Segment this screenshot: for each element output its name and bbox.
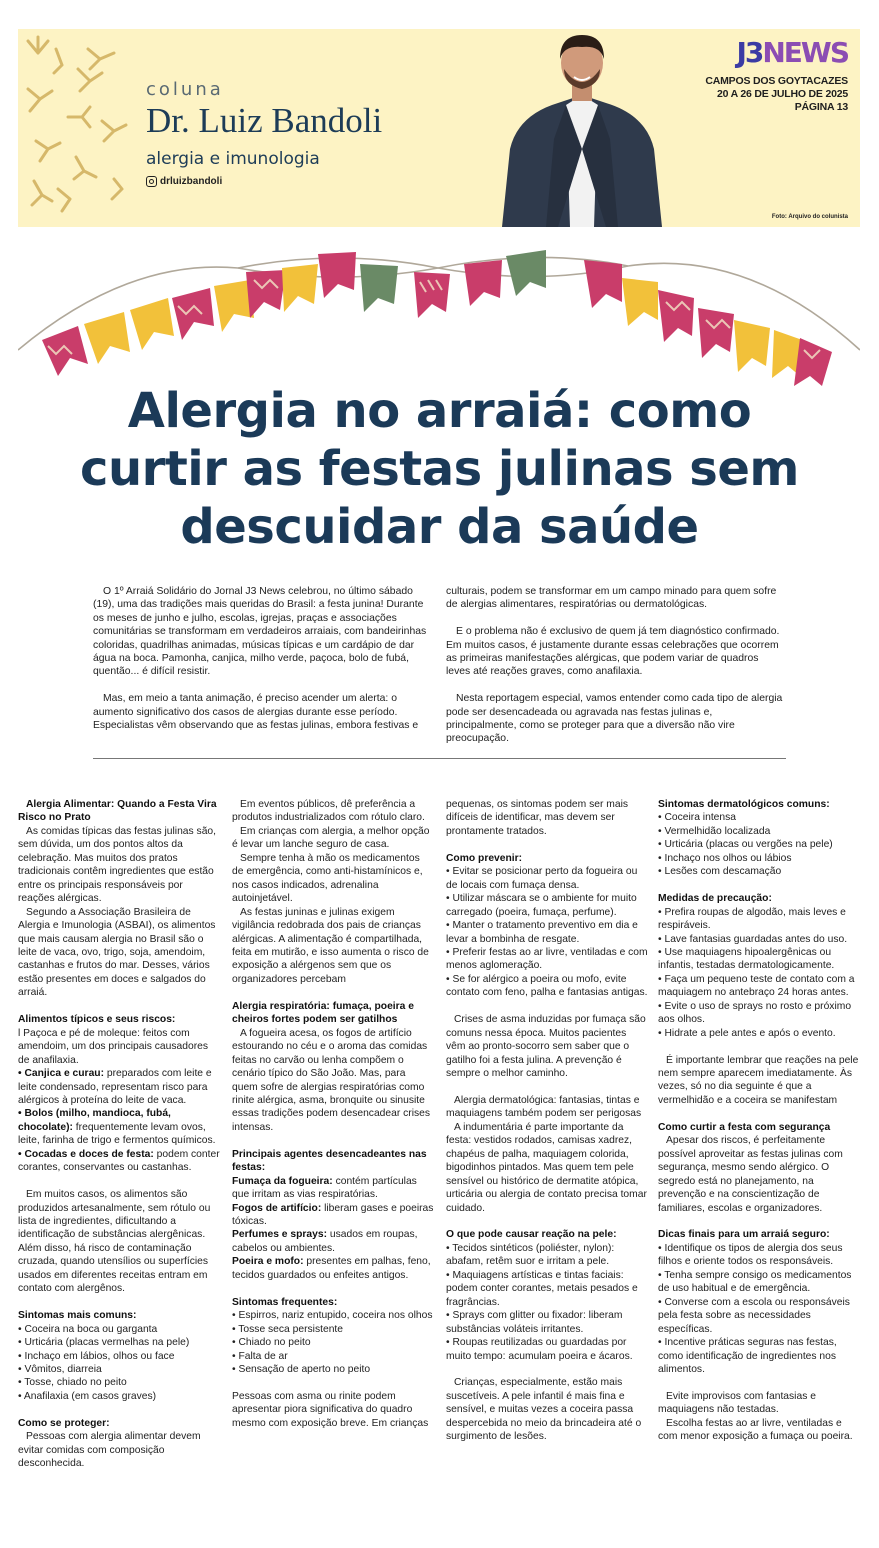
list-item: • Sprays com glitter ou fixador: liberam substâncias voláteis irritantes. xyxy=(446,1310,623,1335)
list-item: • Converse com a escola ou responsáveis pela festa sobre as necessidades específicas. xyxy=(658,1296,850,1335)
list-item: • Coceira intensa xyxy=(658,812,737,824)
intro-paragraph: O 1º Arraiá Solidário do Jornal J3 News celebrou, no último sábado (19), uma das tradições mais queridas do Brasil: a festa junina! Durante os meses de junho e julho, escolas, igrejas, praças e associações comunitárias se transformam em verdadeiros arraiais, com bandeirinhas coloridas, quadrilhas animadas, músicas típicas e um cardápio de dar água na boca. Pamonha, canjica, milho verde, paçoca, bolo de fubá, quentão... é difícil resistir. xyxy=(93,586,427,678)
list-item: • Vômitos, diarreia xyxy=(18,1363,102,1375)
paragraph: Pessoas com alergia alimentar devem evitar comidas com composição desconhecida. xyxy=(18,1431,201,1470)
section-heading: Alergia respiratória: fumaça, poeira e cheiros fortes podem ser gatilhos xyxy=(232,1000,414,1026)
section-heading: Como prevenir: xyxy=(446,852,523,864)
column-header xyxy=(18,29,860,227)
section-heading: Medidas de precaução: xyxy=(658,893,772,905)
section-heading: Alergia Alimentar: Quando a Festa Vira Risco no Prato xyxy=(18,799,217,824)
list-item: • Se for alérgico a poeira ou mofo, evite contato com feno, palha e fantasias antigas. xyxy=(446,973,648,999)
list-item: • Manter o tratamento preventivo em dia e levar a bombinha de resgate. xyxy=(446,920,638,945)
list-item: • Coceira na boca ou garganta xyxy=(18,1323,158,1335)
list-item: • Bolos (milho, mandioca, fubá, chocolate): frequentemente levam ovos, leite, farinha de trigo e fermentos químicos. xyxy=(18,1108,216,1147)
list-item: • Cocadas e doces de festa: podem conter corantes, conservantes ou castanhas. xyxy=(18,1148,220,1174)
list-item: • Urticária (placas ou vergões na pele) xyxy=(658,839,833,851)
section-heading: Como se proteger: xyxy=(18,1417,110,1429)
list-item: • Use maquiagens hipoalergênicas ou infantis, testadas dermatologicamente. xyxy=(658,946,835,972)
section-heading: Sintomas dermatológicos comuns: xyxy=(658,799,830,810)
list-item: • Maquiagens artísticas e tintas faciais: podem conter corantes, metais pesados e fragrâncias. xyxy=(446,1269,638,1308)
list-item: • Inchaço em lábios, olhos ou face xyxy=(18,1350,175,1362)
list-item: • Inchaço nos olhos ou lábios xyxy=(658,852,792,864)
section-heading: Sintomas mais comuns: xyxy=(18,1310,137,1322)
section-heading: Dicas finais para um arraiá seguro: xyxy=(658,1229,830,1241)
list-item: Poeira e mofo: presentes em palhas, feno, tecidos guardados ou enfeites antigos. xyxy=(232,1256,431,1281)
list-item: • Utilizar máscara se o ambiente for muito carregado (poeira, fumaça, perfume). xyxy=(446,893,637,918)
list-item: • Vermelhidão localizada xyxy=(658,825,771,837)
section-heading: O que pode causar reação na pele: xyxy=(446,1229,617,1241)
section-heading: Principais agentes desencadeantes nas festas: xyxy=(232,1148,427,1174)
list-item: • Tosse seca persistente xyxy=(232,1323,344,1335)
body-column-3 xyxy=(446,798,648,1444)
antibody-decoration-icon xyxy=(18,29,136,227)
headline-line: curtir as festas julinas sem xyxy=(80,441,799,497)
paragraph: Crises de asma induzidas por fumaça são comuns nessa época. Muitos pacientes vêm ao pronto-socorro sem saber que o gatilho foi a festa julina. A prevenção é sempre o melhor caminho. xyxy=(446,1014,646,1080)
list-item: • Faça um pequeno teste de contato com a maquiagem no antebraço 24 horas antes. xyxy=(658,973,855,999)
paragraph: As comidas típicas das festas julinas são, sem dúvida, um dos pontos altos da celebração. Mas muitos dos pratos tradicionais contêm ingredientes que estão entre os principais responsáveis por reações alérgicas. xyxy=(18,825,217,905)
list-item: l Paçoca e pé de moleque: feitos com amendoim, um dos principais causadores de anafilaxia. xyxy=(18,1027,209,1066)
columnist-name: Dr. Luiz Bandoli xyxy=(146,101,383,140)
paragraph: Em muitos casos, os alimentos são produzidos artesanalmente, sem rótulo ou lista de ingredientes, dificultando a identificação de substâncias alergênicas. Além disso, há risco de contaminação cruzada, quando utensílios ou superfícies usados em diferentes receitas entram em contato com alergênos. xyxy=(18,1189,211,1295)
photo-credit: Foto: Arquivo do colunista xyxy=(771,214,848,220)
paragraph: Apesar dos riscos, é perfeitamente possível aproveitar as festas julinas com segurança, mesmo sendo alérgico. O segredo está no planejamento, na prevenção e na conscientização de familiares, escolas e organizadores. xyxy=(658,1135,843,1214)
list-item: • Urticária (placas vermelhas na pele) xyxy=(18,1337,190,1349)
edition-date: 20 A 26 DE JULHO DE 2025 xyxy=(717,88,848,100)
list-item: Perfumes e sprays: usados em roupas, cabelos ou ambientes. xyxy=(232,1229,418,1254)
list-item: • Evitar se posicionar perto da fogueira ou de locais com fumaça densa. xyxy=(446,866,638,891)
intro-paragraph: Nesta reportagem especial, vamos entender como cada tipo de alergia pode ser desencadeada ou agravada nas festas julinas e, principalmente, como se proteger para que a diversão não vire preocupação. xyxy=(446,693,783,745)
list-item: • Espirros, nariz entupido, coceira nos olhos xyxy=(232,1310,433,1322)
paragraph: Sempre tenha à mão os medicamentos de emergência, como anti-histamínicos e, nos casos indicados, adrenalina autoinjetável. xyxy=(232,852,423,905)
edition-info xyxy=(705,75,848,114)
list-item: • Chiado no peito xyxy=(232,1337,311,1349)
list-item: • Evite o uso de sprays no rosto e próximo aos olhos. xyxy=(658,1000,852,1026)
edition-city: CAMPOS DOS GOYTACAZES xyxy=(705,75,848,87)
instagram-handle[interactable] xyxy=(146,176,222,187)
list-item: • Identifique os tipos de alergia dos seus filhos e oriente todos os responsáveis. xyxy=(658,1242,843,1268)
list-item: • Falta de ar xyxy=(232,1350,288,1362)
list-item: • Incentive práticas seguras nas festas, como identificação de ingredientes nos alimentos. xyxy=(658,1337,837,1375)
list-item: Fumaça da fogueira: contém partículas que irritam as vias respiratórias. xyxy=(232,1175,417,1201)
paragraph: Crianças, especialmente, estão mais suscetíveis. A pele infantil é mais fina e sensível, e muitas vezes a coceira passa despercebida no meio da brincadeira até o surgimento de lesões. xyxy=(446,1377,642,1443)
body-column-2 xyxy=(232,798,434,1430)
paragraph: pequenas, os sintomas podem ser mais difíceis de identificar, mas devem ser prontamente tratados. xyxy=(446,799,629,837)
section-divider xyxy=(93,758,786,759)
instagram-icon xyxy=(146,176,157,187)
columnist-photo xyxy=(496,29,668,227)
paragraph: As festas juninas e julinas exigem vigilância redobrada dos pais de crianças alérgicas. A alimentação é compartilhada, feita em mutirão, e isso aumenta o risco de exposição a alérgenos sem que os organizadores percebam xyxy=(232,906,429,985)
list-item: • Lave fantasias guardadas antes do uso. xyxy=(658,933,848,945)
column-label: coluna xyxy=(146,79,224,100)
section-heading: Como curtir a festa com segurança xyxy=(658,1121,831,1133)
list-item: • Sensação de aperto no peito xyxy=(232,1363,371,1375)
paragraph: Evite improvisos com fantasias e maquiagens não testadas. xyxy=(658,1390,816,1416)
section-heading: Sintomas frequentes: xyxy=(232,1296,338,1308)
paragraph: Em eventos públicos, dê preferência a produtos industrializados com rótulo claro. xyxy=(232,799,425,824)
paragraph: Em crianças com alergia, a melhor opção é levar um lanche seguro de casa. xyxy=(232,825,430,851)
intro-right-column xyxy=(446,585,784,746)
page-number: PÁGINA 13 xyxy=(794,101,848,113)
intro-paragraph: Mas, em meio a tanta animação, é preciso acender um alerta: o aumento significativo dos casos de alergias durante esse período. Especialistas vêm observando que as festas julinas, embora festivas e xyxy=(93,693,419,732)
paragraph: A fogueira acesa, os fogos de artifício estourando no céu e o aroma das comidas feitas no carvão ou lenha compõem o cenário típico do São João. Mas, para quem sofre de alergias respiratórias como rinite alérgica, asma, bronquite ou sinusite essas tradições podem desencadear crises intensas. xyxy=(232,1027,431,1133)
list-item: • Hidrate a pele antes e após o evento. xyxy=(658,1027,836,1039)
festa-junina-bunting-illustration xyxy=(18,228,860,388)
list-item: • Preferir festas ao ar livre, ventiladas e com menos aglomeração. xyxy=(446,946,648,972)
paragraph: A indumentária é parte importante da festa: vestidos rodados, camisas xadrez, chapéus de palha, maquiagem colorida, bigodinhos pintados. Mas quem tem pele sensível ou histórico de dermatite atópica, urticária ou alergia de contato precisa tomar cuidado. xyxy=(446,1121,647,1214)
list-item: • Roupas reutilizadas ou guardadas por muito tempo: acumulam poeira e ácaros. xyxy=(446,1337,633,1362)
intro-left-column xyxy=(93,585,431,732)
list-item: • Tosse, chiado no peito xyxy=(18,1377,127,1389)
list-item: • Prefira roupas de algodão, mais leves e respiráveis. xyxy=(658,906,846,932)
columnist-specialty: alergia e imunologia xyxy=(146,149,320,169)
headline-line: descuidar da saúde xyxy=(180,499,699,555)
section-heading: Alimentos típicos e seus riscos: xyxy=(18,1014,176,1026)
paragraph: Escolha festas ao ar livre, ventiladas e com menor exposição a fumaça ou poeira. xyxy=(658,1417,853,1443)
paragraph: É importante lembrar que reações na pele nem sempre aparecem imediatamente. Às vezes, só no dia seguinte é que a vermelhidão e a coceira se manifestam xyxy=(658,1054,859,1106)
list-item: • Canjica e curau: preparados com leite e leite condensado, representam risco para alérgicos à proteína do leite de vaca. xyxy=(18,1068,212,1106)
list-item: • Tecidos sintéticos (poliéster, nylon): abafam, retêm suor e irritam a pele. xyxy=(446,1242,615,1268)
intro-paragraph: culturais, podem se transformar em um campo minado para quem sofre de alergias alimentares, respiratórias ou dermatológicas. xyxy=(446,586,777,611)
instagram-handle-text: drluizbandoli xyxy=(160,176,223,187)
body-column-4 xyxy=(658,798,860,1444)
body-column-1 xyxy=(18,798,220,1471)
list-item: • Tenha sempre consigo os medicamentos de uso habitual e de emergência. xyxy=(658,1269,852,1295)
list-item: • Lesões com descamação xyxy=(658,866,782,878)
headline-line: Alergia no arraiá: como xyxy=(127,383,752,439)
paragraph: Segundo a Associação Brasileira de Alergia e Imunologia (ASBAI), os alimentos que mais causam alergia no Brasil são o leite de vaca, ovo, trigo, soja, amendoim, castanhas e frutos do mar. Desses, vários estão presentes em doces e salgados do arraiá. xyxy=(18,906,216,999)
list-item: • Anafilaxia (em casos graves) xyxy=(18,1390,157,1402)
article-headline xyxy=(0,382,879,556)
j3news-logo: J3NEWS xyxy=(736,36,848,69)
paragraph: Pessoas com asma ou rinite podem apresentar piora significativa do quadro mesmo com exposição breve. Em crianças xyxy=(232,1390,429,1429)
list-item: Fogos de artifício: liberam gases e poeiras tóxicas. xyxy=(232,1202,434,1228)
paragraph: Alergia dermatológica: fantasias, tintas e maquiagens também podem ser perigosas xyxy=(446,1094,642,1120)
intro-paragraph: E o problema não é exclusivo de quem já tem diagnóstico confirmado. Em muitos casos, é justamente durante essas celebrações que ocorrem as primeiras manifestações alérgicas, que podem variar de quadros leves até reações graves, como anafilaxia. xyxy=(446,626,780,678)
